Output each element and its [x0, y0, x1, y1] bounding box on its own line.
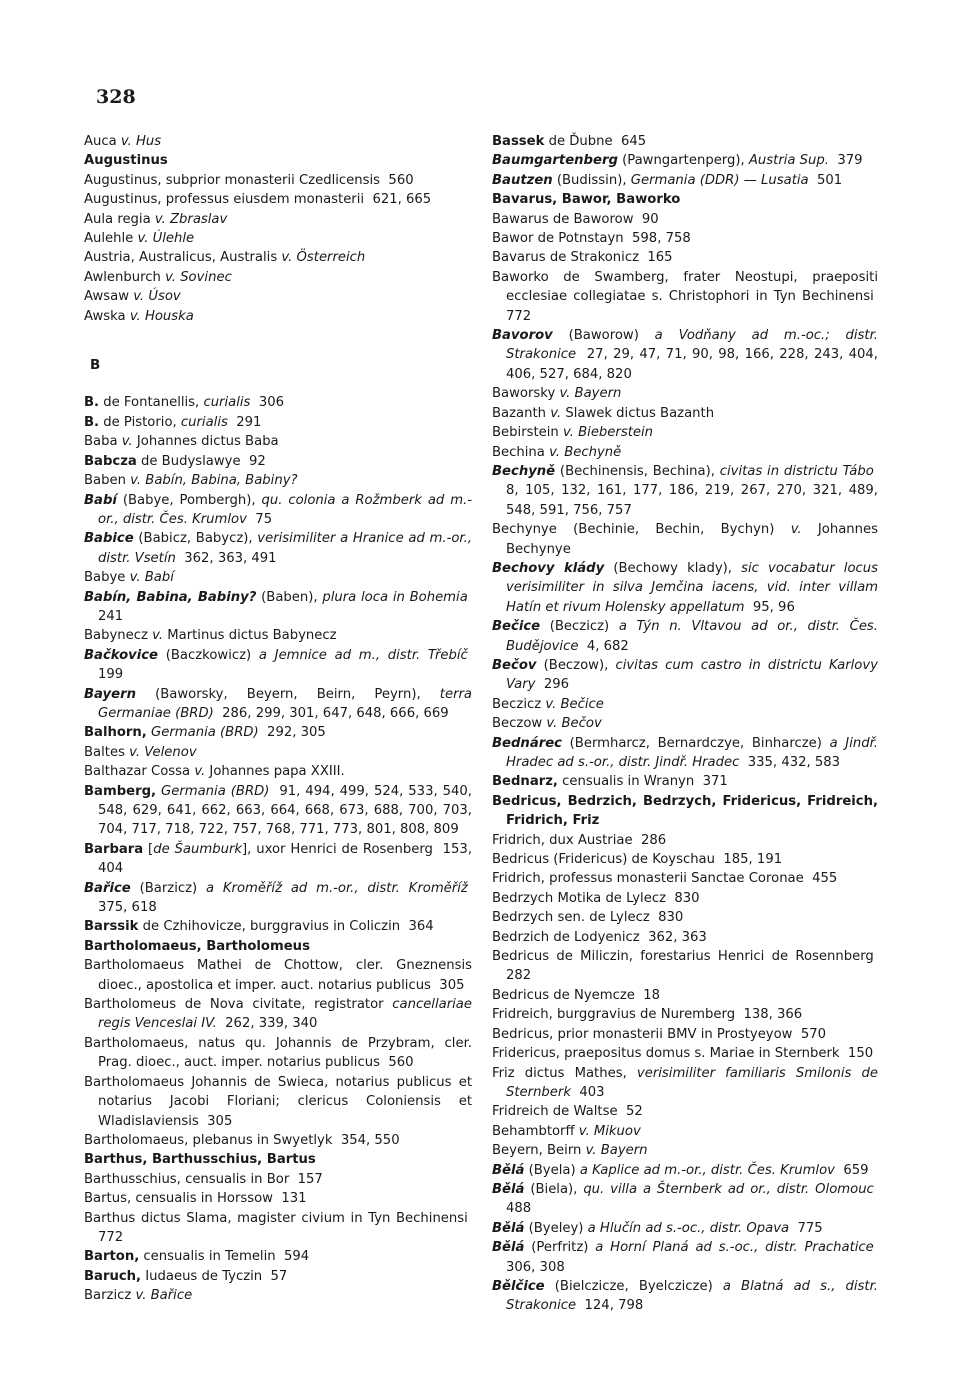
index-entry: Bayern (Baworsky, Beyern, Beirn, Peyrn), terra Germaniae (BRD) 286, 299, 301, 647, 648, 666, 669: [84, 686, 472, 721]
index-entry: Bazanth v. Slawek dictus Bazanth: [492, 405, 715, 421]
index-entry: Beczicz v. Bečice: [492, 696, 604, 712]
index-entry: Bedrzich de Lodyenicz 362, 363: [492, 929, 707, 945]
index-entry: Bednárec (Bermharcz, Bernardczye, Binharcze) a Jindř. Hradec ad s.-or., distr. Jindř. Hradec 335, 432, 583: [492, 735, 878, 770]
index-entry: Bečice (Beczicz) a Týn n. Vltavou ad or., distr. Čes. Budějovice 4, 682: [492, 619, 878, 654]
index-entry: B. de Pistorio, curialis 291: [84, 414, 262, 430]
index-entry: Bedrzych Motika de Lylecz 830: [492, 890, 700, 906]
index-entry: Awlenburch v. Sovinec: [84, 269, 232, 285]
index-entry: Barthus dictus Slama, magister civium in Tyn Bechinensi 772: [84, 1210, 472, 1245]
index-entry: Bedricus (Fridericus) de Koyschau 185, 191: [492, 852, 783, 868]
index-entry: Bebirstein v. Bieberstein: [492, 425, 654, 441]
index-entry: Babynecz v. Martinus dictus Babynecz: [84, 628, 337, 644]
index-entry: Augustinus, professus eiusdem monasterii 621, 665: [84, 192, 432, 208]
index-entry: Babí (Babye, Pombergh), qu. colonia a Rožmberk ad m.-or., distr. Čes. Krumlov 75: [84, 492, 472, 527]
index-entry: Bartholomaeus, natus qu. Johannis de Przybram, cler. Prag. dioec., auct. imper. notarius publicus 560: [84, 1035, 472, 1071]
index-entry: Bečov (Beczow), civitas cum castro in districtu Karlovy Vary 296: [492, 657, 878, 693]
index-entry: Baworsky v. Bayern: [492, 386, 622, 402]
index-entry: Baruch, Iudaeus de Tyczin 57: [84, 1268, 288, 1284]
index-entry: Fridreich, burggravius de Nuremberg 138, 366: [492, 1007, 803, 1023]
index-entry: Bělá (Perfritz) a Horní Planá ad s.-oc., distr. Prachatice 306, 308: [492, 1240, 878, 1275]
index-entry: Bartus, censualis in Horssow 131: [84, 1191, 307, 1207]
index-entry: Bamberg, Germania (BRD) 91, 494, 499, 524, 533, 540, 548, 629, 641, 662, 663, 664, 668, 673, 688, 700, 703, 704, 717, 718, 722, 757, 768, 771, 773, 801, 808, 809: [84, 783, 472, 838]
index-entry: Barbara [de Šaumburk], uxor Henrici de Rosenberg 153, 404: [84, 841, 473, 877]
index-entry: Baltes v. Velenov: [84, 744, 197, 760]
index-entry: Awska v. Houska: [84, 308, 194, 324]
index-entry: Bawarus de Baworow 90: [492, 211, 659, 227]
index-entry: Balhorn, Germania (BRD) 292, 305: [84, 725, 326, 741]
index-entry: Beyern, Beirn v. Bayern: [492, 1143, 648, 1159]
index-entry: Barton, censualis in Temelin 594: [84, 1249, 310, 1265]
index-entry: Bedricus, Bedrzich, Bedrzych, Fridericus, Fridreich, Fridrich, Friz: [492, 793, 878, 829]
index-entry: Barssik de Czhihovicze, burggravius in Coliczin 364: [84, 919, 434, 935]
index-entry: Behambtorff v. Mikuov: [492, 1123, 641, 1139]
index-entry: Bavarus, Bawor, Baworko: [492, 192, 681, 208]
index-entry: Baumgartenberg (Pawngartenperg), Austria Sup. 379: [492, 153, 863, 169]
index-entry: Bechyně (Bechinensis, Bechina), civitas in districtu Tábo 8, 105, 132, 161, 177, 186, 219, 267, 270, 321, 489, 548, 591, 756, 757: [492, 463, 878, 518]
index-entry: Awsaw v. Úsov: [84, 289, 181, 305]
index-entry: Bassek de Ďubne 645: [492, 134, 647, 149]
index-entry: Bedricus de Nyemcze 18: [492, 987, 661, 1003]
index-entry: Bačkovice (Baczkowicz) a Jemnice ad m., distr. Třebíč 199: [84, 647, 472, 683]
index-entry: Bautzen (Budissin), Germania (DDR) — Lusatia 501: [492, 172, 843, 188]
index-entry: Babice (Babicz, Babycz), verisimiliter a Hranice ad m.-or., distr. Vsetín 362, 363, 491: [84, 531, 472, 566]
index-entry: Bavarus de Strakonicz 165: [492, 250, 673, 266]
section-letter: B: [90, 357, 101, 374]
index-entry: Auca v. Hus: [84, 134, 162, 149]
index-entry: Aulehle v. Úlehle: [84, 231, 195, 247]
index-entry: B. de Fontanellis, curialis 306: [84, 395, 284, 411]
index-entry: Fridericus, praepositus domus s. Mariae in Sternberk 150: [492, 1046, 874, 1062]
index-entry: Babye v. Babí: [84, 570, 174, 586]
index-entry: Fridrich, dux Austriae 286: [492, 832, 667, 848]
index-entry: Balthazar Cossa v. Johannes papa XXIII.: [84, 764, 345, 780]
index-entry: Fridrich, professus monasterii Sanctae Coronae 455: [492, 871, 838, 887]
index-entry: Barthus, Barthusschius, Bartus: [84, 1152, 316, 1168]
index-entry: Bedricus de Miliczin, forestarius Henrici de Rosennberg 282: [492, 949, 878, 984]
index-entry: Bartholomaeus Johannis de Swieca, notarius publicus et notarius Jacobi Floriani; clericus Coloniensis et Wladislaviensis 305: [84, 1074, 472, 1129]
index-entry: Bechovy klády (Bechowy klady), sic vocabatur locus verisimiliter in silva Jemčina iacens, vid. inter villam Hatín et rivum Holensky appellatum 95, 96: [492, 560, 878, 615]
index-entry: Babcza de Budyslawye 92: [84, 453, 266, 469]
index-entry: Bavorov (Baworow) a Vodňany ad m.-oc.; distr. Strakonice 27, 29, 47, 71, 90, 98, 166, 228, 243, 404, 406, 527, 684, 820: [492, 328, 878, 382]
index-entry: Barzicz v. Bařice: [84, 1288, 193, 1304]
page-number: 328: [96, 86, 136, 108]
index-entry: Aula regia v. Zbraslav: [84, 211, 228, 227]
index-entry: Bechynye (Bechinie, Bechin, Bychyn) v. Johannes Bechynye: [492, 522, 878, 557]
index-entry: Augustinus: [84, 153, 168, 169]
right-column: [492, 132, 878, 1316]
index-entry: Bartholomeus de Nova civitate, registrator cancellariae regis Venceslai IV. 262, 339, 340: [84, 997, 472, 1032]
index-entry: Babín, Babina, Babiny? (Baben), plura loca in Bohemia 241: [84, 589, 472, 624]
index-entry: Friz dictus Mathes, verisimiliter familiaris Smilonis de Sternberk 403: [492, 1065, 878, 1100]
index-entry: Barthusschius, censualis in Bor 157: [84, 1171, 323, 1187]
index-entry: Bechina v. Bechyně: [492, 444, 622, 460]
index-entry: Baben v. Babín, Babina, Babiny?: [84, 473, 298, 489]
index-entry: Beczow v. Bečov: [492, 716, 602, 732]
index-entry: Austria, Australicus, Australis v. Österreich: [84, 250, 366, 266]
index-entry: Baba v. Johannes dictus Baba: [84, 434, 279, 450]
index-entry: Augustinus, subprior monasterii Czedlicensis 560: [84, 172, 414, 188]
index-entry: Baworko de Swamberg, frater Neostupi, praepositi ecclesiae collegiatae s. Christophori in Tyn Bechinensi 772: [492, 269, 878, 324]
index-entry: Bedricus, prior monasterii BMV in Prostyeyow 570: [492, 1026, 827, 1042]
index-entry: Bednarz, censualis in Wranyn 371: [492, 774, 728, 790]
index-entry: Fridreich de Waltse 52: [492, 1104, 643, 1120]
index-entry: Bartholomaeus, plebanus in Swyetlyk 354, 550: [84, 1132, 400, 1148]
index-entry: Bělá (Byeley) a Hlučín ad s.-oc., distr. Opava 775: [492, 1220, 823, 1236]
index-entry: Bělčice (Bielczicze, Byelczicze) a Blatná ad s., distr. Strakonice 124, 798: [492, 1278, 879, 1314]
index-entry: Bělá (Biela), qu. villa a Šternberk ad or., distr. Olomouc 488: [492, 1181, 879, 1217]
index-entry: Bawor de Potnstayn 598, 758: [492, 231, 691, 247]
left-column: [84, 132, 472, 1306]
index-entry: Bařice (Barzicz) a Kroměříž ad m.-or., distr. Kroměříž 375, 618: [84, 880, 472, 916]
index-entry: Bartholomaeus Mathei de Chottow, cler. Gneznensis dioec., apostolica et imper. auct. notarius publicus 305: [84, 958, 472, 993]
index-entry: Bartholomaeus, Bartholomeus: [84, 938, 310, 954]
index-entry: Bedrzych sen. de Lylecz 830: [492, 910, 684, 926]
index-entry: Bělá (Byela) a Kaplice ad m.-or., distr. Čes. Krumlov 659: [492, 1162, 869, 1178]
